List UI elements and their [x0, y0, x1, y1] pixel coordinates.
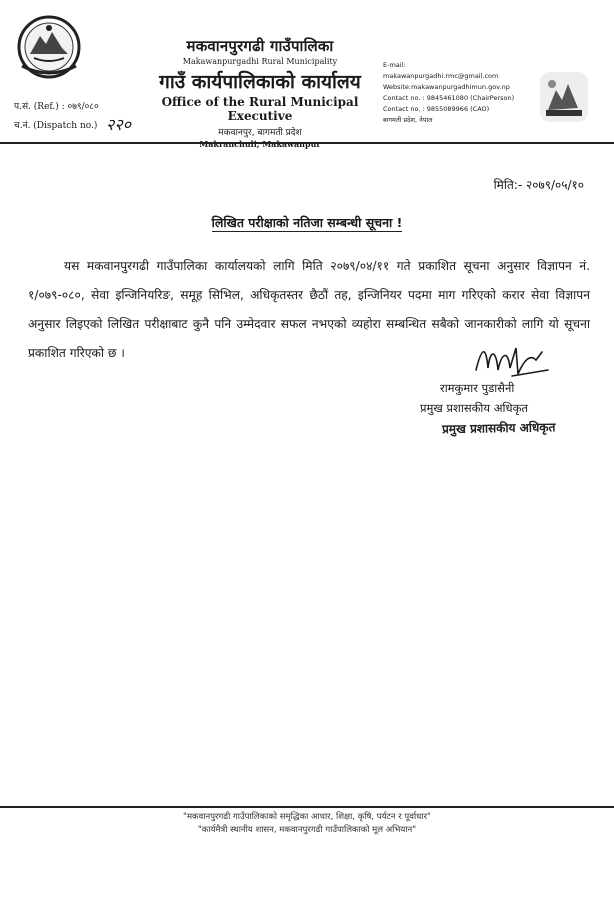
municipality-name-en: Makawanpurgadhi Rural Municipality	[182, 57, 338, 66]
contact-chair: Contact no. : 9845461080 (ChairPerson)	[383, 94, 515, 102]
contact-cao: Contact no. : 9855089966 (CAO)	[383, 105, 490, 113]
address-np: मकवानपुर, बागमती प्रदेश	[218, 128, 302, 138]
government-emblem-icon	[14, 14, 84, 80]
office-name-np: गाउँ कार्यपालिकाको कार्यालय	[159, 71, 361, 93]
reference-block	[14, 100, 131, 134]
footer-slogan-1: "मकवानपुरगढी गाउँपालिकाको समृद्धिका आधार, शिक्षा, कृषि, पर्यटन र पूर्वाधार"	[183, 812, 431, 822]
ref-row	[14, 100, 127, 115]
notice-subject	[0, 214, 614, 231]
footer-divider	[0, 806, 614, 808]
email-label: E-mail:	[383, 61, 406, 69]
notice-subject-text: लिखित परीक्षाको नतिजा सम्बन्धी सूचना !	[211, 215, 403, 230]
dispatch-label: च.नं. (Dispatch no.)	[14, 121, 98, 131]
notice-date: मिति:- २०७९/०५/१०	[493, 178, 584, 192]
office-name-en: Office of the Rural Municipal Executive	[161, 95, 359, 123]
signer-stamp: प्रमुख प्रशासकीय अधिकृत	[441, 420, 556, 437]
ref-number: प.सं. (Ref.) : ०७९/०८०	[14, 102, 99, 112]
address-en: Makranchuli, Makawanpur	[199, 139, 321, 149]
website: Website:makawanpurgadhimun.gov.np	[383, 83, 510, 91]
handwritten-signature	[472, 340, 552, 382]
email-address: makawanpurgadhi.rmc@gmail.com	[383, 72, 499, 80]
municipality-logo-icon	[538, 70, 590, 124]
signer-title: प्रमुख प्रशासकीय अधिकृत	[420, 401, 528, 415]
signer-block	[420, 378, 580, 438]
header-divider	[0, 142, 614, 144]
dispatch-number: २२०	[106, 115, 131, 134]
signer-name: रामकुमार पुडासैनी	[440, 381, 515, 395]
municipality-name-np: मकवानपुरगढी गाउँपालिका	[186, 37, 334, 55]
letterhead	[140, 36, 380, 149]
footer-slogan-2: "कार्यमैत्री स्थानीय शासन, मकवानपुरगढी गाउँपालिकाको मूल अभियान"	[197, 825, 417, 835]
dispatch-row	[14, 115, 131, 134]
province: बागमती प्रदेश, नेपाल	[383, 116, 433, 124]
footer	[0, 811, 614, 837]
notice-body: यस मकवानपुरगढी गाउँपालिका कार्यालयको लागि मिति २०७९/०४/११ गते प्रकाशित सूचना अनुसार विज्ञापन नं. १/०७९-०८०, सेवा इन्जिनियरिङ, समूह सिभिल, अधिकृतस्तर छैठौं तह, इन्जिनियर पदमा माग गरिएको करार सेवा विज्ञापन अनुसार लिइएको लिखित परीक्षाबाट कुनै पनि उम्मेदवार सफल नभएको व्यहोरा सम्बन्धित सबैको जानकारीको लागि यो सूचना प्रकाशित गरिएको छ ।	[28, 259, 590, 360]
contact-block	[383, 60, 533, 126]
